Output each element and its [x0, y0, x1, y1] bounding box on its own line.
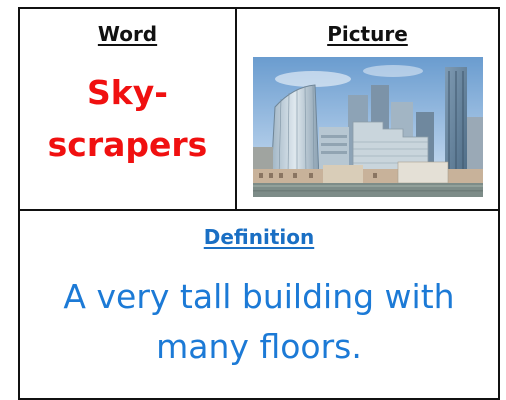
picture-heading: Picture [327, 22, 408, 46]
waterfront-buildings [253, 169, 483, 183]
vocabulary-word: Sky- scrapers [47, 73, 208, 164]
word-heading: Word [97, 22, 158, 46]
definition-text: A very tall building with many floors. [63, 277, 455, 366]
vocabulary-card [18, 7, 500, 400]
city-skyline-photo [253, 57, 483, 197]
definition-heading: Definition [203, 225, 315, 249]
row-divider [20, 209, 498, 211]
